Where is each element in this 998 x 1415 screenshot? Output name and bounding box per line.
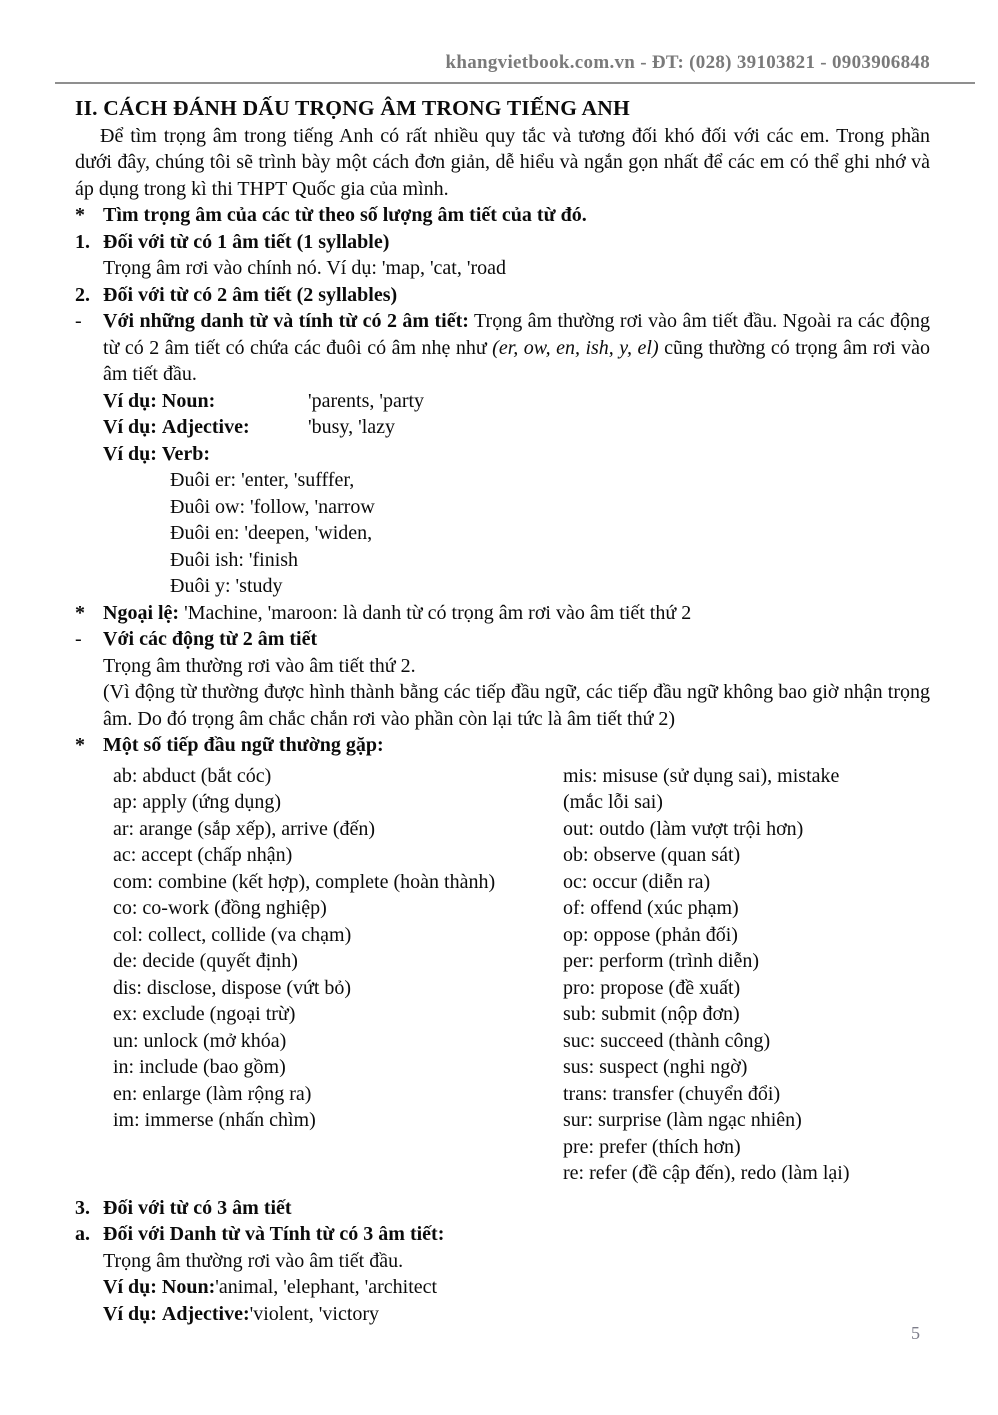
example-label: Ví dụ: bbox=[103, 1302, 157, 1325]
prefix-list-heading bbox=[75, 732, 930, 759]
section-3a-heading bbox=[75, 1221, 930, 1248]
page-number: 5 bbox=[911, 1323, 920, 1343]
prefix-item: ob: observe (quan sát) bbox=[563, 844, 741, 866]
prefix-item: ab: abduct (bắt cóc) bbox=[113, 764, 272, 787]
prefix-item: of: offend (xúc phạm) bbox=[563, 897, 739, 919]
section-1-title: Đối với từ có 1 âm tiết (1 syllable) bbox=[103, 230, 390, 253]
prefix-item: im: immerse (nhấn chìm) bbox=[113, 1109, 316, 1131]
verb-rule-body: Trọng âm thường rơi vào âm tiết thứ 2. bbox=[103, 654, 416, 677]
prefix-item: sub: submit (nộp đơn) bbox=[563, 1003, 740, 1025]
section-3-number: 3. bbox=[75, 1196, 90, 1219]
header-site-info: khangvietbook.com.vn - ĐT: (028) 39103821 - 0903906848 bbox=[445, 52, 930, 73]
example-key: Noun: bbox=[161, 1276, 216, 1298]
section-1-body: Trọng âm rơi vào chính nó. Ví dụ: 'map, 'cat, 'road bbox=[103, 257, 506, 279]
prefix-item: pre: prefer (thích hơn) bbox=[563, 1135, 741, 1158]
noun-adj-rule-text bbox=[103, 308, 930, 388]
bullet-marker: * bbox=[75, 601, 85, 624]
prefix-item: sus: suspect (nghi ngờ) bbox=[563, 1056, 748, 1078]
prefix-item: en: enlarge (làm rộng ra) bbox=[113, 1082, 312, 1105]
section-2-title: Đối với từ có 2 âm tiết (2 syllables) bbox=[103, 283, 398, 306]
verb-rule-title: Với các động từ 2 âm tiết bbox=[103, 628, 318, 650]
section-2-number: 2. bbox=[75, 283, 90, 306]
bullet-marker: * bbox=[75, 734, 85, 756]
prefix-item: ex: exclude (ngoại trừ) bbox=[113, 1003, 296, 1025]
example-label: Ví dụ: bbox=[103, 416, 157, 438]
example-key: Adjective: bbox=[161, 416, 250, 438]
example-line-noun-3 bbox=[103, 1274, 930, 1301]
prefix-item: in: include (bao gồm) bbox=[113, 1056, 286, 1078]
example-key: Verb: bbox=[161, 442, 211, 465]
dash-marker: - bbox=[75, 310, 82, 332]
intro-paragraph: Để tìm trọng âm trong tiếng Anh có rất nhiều quy tắc và tương đối khó đối với các em. Trong phần dưới đây, chúng tôi sẽ trình bày một cách đơn giản, dễ hiểu và ngắn gọn nhất để các em có thể ghi nhớ và áp dụng trong kì thi THPT Quốc gia của mình. bbox=[75, 124, 930, 200]
verb-ending-line: Đuôi y: 'study bbox=[170, 575, 283, 597]
example-label: Ví dụ: bbox=[103, 442, 157, 465]
example-label: Ví dụ: bbox=[103, 389, 157, 412]
section-3a-letter: a. bbox=[75, 1223, 90, 1245]
prefix-item: op: oppose (phản đối) bbox=[563, 923, 738, 946]
section-1-heading bbox=[75, 229, 930, 256]
example-line-adjective-3 bbox=[103, 1301, 930, 1328]
exception-label: Ngoại lệ: bbox=[103, 601, 180, 624]
noun-adj-rule bbox=[75, 308, 930, 388]
prefix-item: col: collect, collide (va chạm) bbox=[113, 923, 352, 946]
exception-note bbox=[75, 600, 930, 627]
noun-adj-rule-part2: cũng thường có trọng âm rơi vào âm tiết đầu. bbox=[103, 336, 931, 385]
verb-rule-heading bbox=[75, 626, 930, 653]
prefix-item: trans: transfer (chuyển đổi) bbox=[563, 1082, 781, 1105]
section-3-title: Đối với từ có 3 âm tiết bbox=[103, 1196, 292, 1219]
prefix-list-title: Một số tiếp đầu ngữ thường gặp: bbox=[103, 734, 384, 756]
example-value: 'animal, 'elephant, 'architect bbox=[215, 1276, 438, 1298]
prefix-item: ac: accept (chấp nhận) bbox=[113, 844, 293, 866]
example-line-noun bbox=[103, 388, 930, 415]
page-title: II. CÁCH ĐÁNH DẤU TRỌNG ÂM TRONG TIẾNG ANH bbox=[75, 95, 630, 120]
noun-adj-rule-label: Với những danh từ và tính từ có 2 âm tiết: bbox=[103, 310, 469, 332]
example-label: Ví dụ: bbox=[103, 1276, 157, 1298]
section-2-heading bbox=[75, 282, 930, 309]
verb-ending-line: Đuôi ish: 'finish bbox=[170, 548, 299, 571]
verb-ending-line: Đuôi ow: 'follow, 'narrow bbox=[170, 495, 375, 518]
prefix-item: mis: misuse (sử dụng sai), mistake bbox=[563, 764, 840, 787]
section-3-body: Trọng âm thường rơi vào âm tiết đầu. bbox=[103, 1249, 404, 1272]
prefix-item: ap: apply (ứng dụng) bbox=[113, 791, 282, 813]
prefix-item: sur: surprise (làm ngạc nhiên) bbox=[563, 1109, 802, 1131]
prefix-item: (mắc lỗi sai) bbox=[563, 791, 663, 813]
prefix-item: oc: occur (diễn ra) bbox=[563, 870, 711, 893]
stress-rule-bullet bbox=[75, 202, 930, 229]
exception-text: 'Machine, 'maroon: là danh từ có trọng âm rơi vào âm tiết thứ 2 bbox=[184, 601, 692, 624]
example-key: Noun: bbox=[161, 389, 216, 412]
example-value: 'violent, 'victory bbox=[249, 1302, 380, 1325]
dash-marker: - bbox=[75, 628, 82, 650]
prefix-item: out: outdo (làm vượt trội hơn) bbox=[563, 817, 804, 840]
prefix-item: de: decide (quyết định) bbox=[113, 950, 298, 972]
example-key: Adjective: bbox=[161, 1302, 250, 1325]
section-3a-title: Đối với Danh từ và Tính từ có 3 âm tiết: bbox=[103, 1223, 445, 1245]
verb-rule-note: (Vì động từ thường được hình thành bằng các tiếp đầu ngữ, các tiếp đầu ngữ không bao giờ nhận trọng âm. Do đó trọng âm chắc chắn rơi vào phần còn lại tức là âm tiết thứ 2) bbox=[103, 681, 930, 730]
verb-ending-line: Đuôi er: 'enter, 'sufffer, bbox=[170, 469, 355, 491]
noun-adj-rule-part1: Trọng âm thường rơi vào âm tiết đầu. Ngoài ra các động từ có 2 âm tiết có chứa các đuôi có âm nhẹ như bbox=[103, 310, 930, 359]
section-3-heading bbox=[75, 1195, 930, 1222]
page-header bbox=[55, 50, 975, 84]
prefix-list-left bbox=[113, 763, 563, 1187]
bullet-marker: * bbox=[75, 204, 85, 226]
prefix-item: suc: succeed (thành công) bbox=[563, 1029, 771, 1052]
prefix-list-right bbox=[563, 763, 930, 1187]
prefix-item: re: refer (đề cập đến), redo (làm lại) bbox=[563, 1162, 850, 1184]
example-line-verb bbox=[103, 441, 930, 468]
example-value: 'parents, 'party bbox=[308, 389, 425, 412]
section-1-number: 1. bbox=[75, 230, 90, 253]
prefix-item: dis: disclose, dispose (vứt bỏ) bbox=[113, 976, 352, 999]
prefix-columns bbox=[113, 763, 930, 1187]
prefix-item: pro: propose (đề xuất) bbox=[563, 976, 741, 999]
prefix-item: un: unlock (mở khóa) bbox=[113, 1029, 287, 1052]
light-suffix-list: (er, ow, en, ish, y, el) bbox=[492, 336, 659, 359]
bullet-text: Tìm trọng âm của các từ theo số lượng âm tiết của từ đó. bbox=[103, 204, 587, 226]
example-value: 'busy, 'lazy bbox=[308, 416, 396, 438]
example-line-adjective bbox=[103, 414, 930, 441]
verb-ending-line: Đuôi en: 'deepen, 'widen, bbox=[170, 522, 373, 544]
prefix-item: com: combine (kết hợp), complete (hoàn thành) bbox=[113, 870, 496, 893]
prefix-item: per: perform (trình diễn) bbox=[563, 950, 760, 972]
prefix-item: ar: arange (sắp xếp), arrive (đến) bbox=[113, 817, 376, 840]
prefix-item: co: co-work (đồng nghiệp) bbox=[113, 897, 327, 919]
